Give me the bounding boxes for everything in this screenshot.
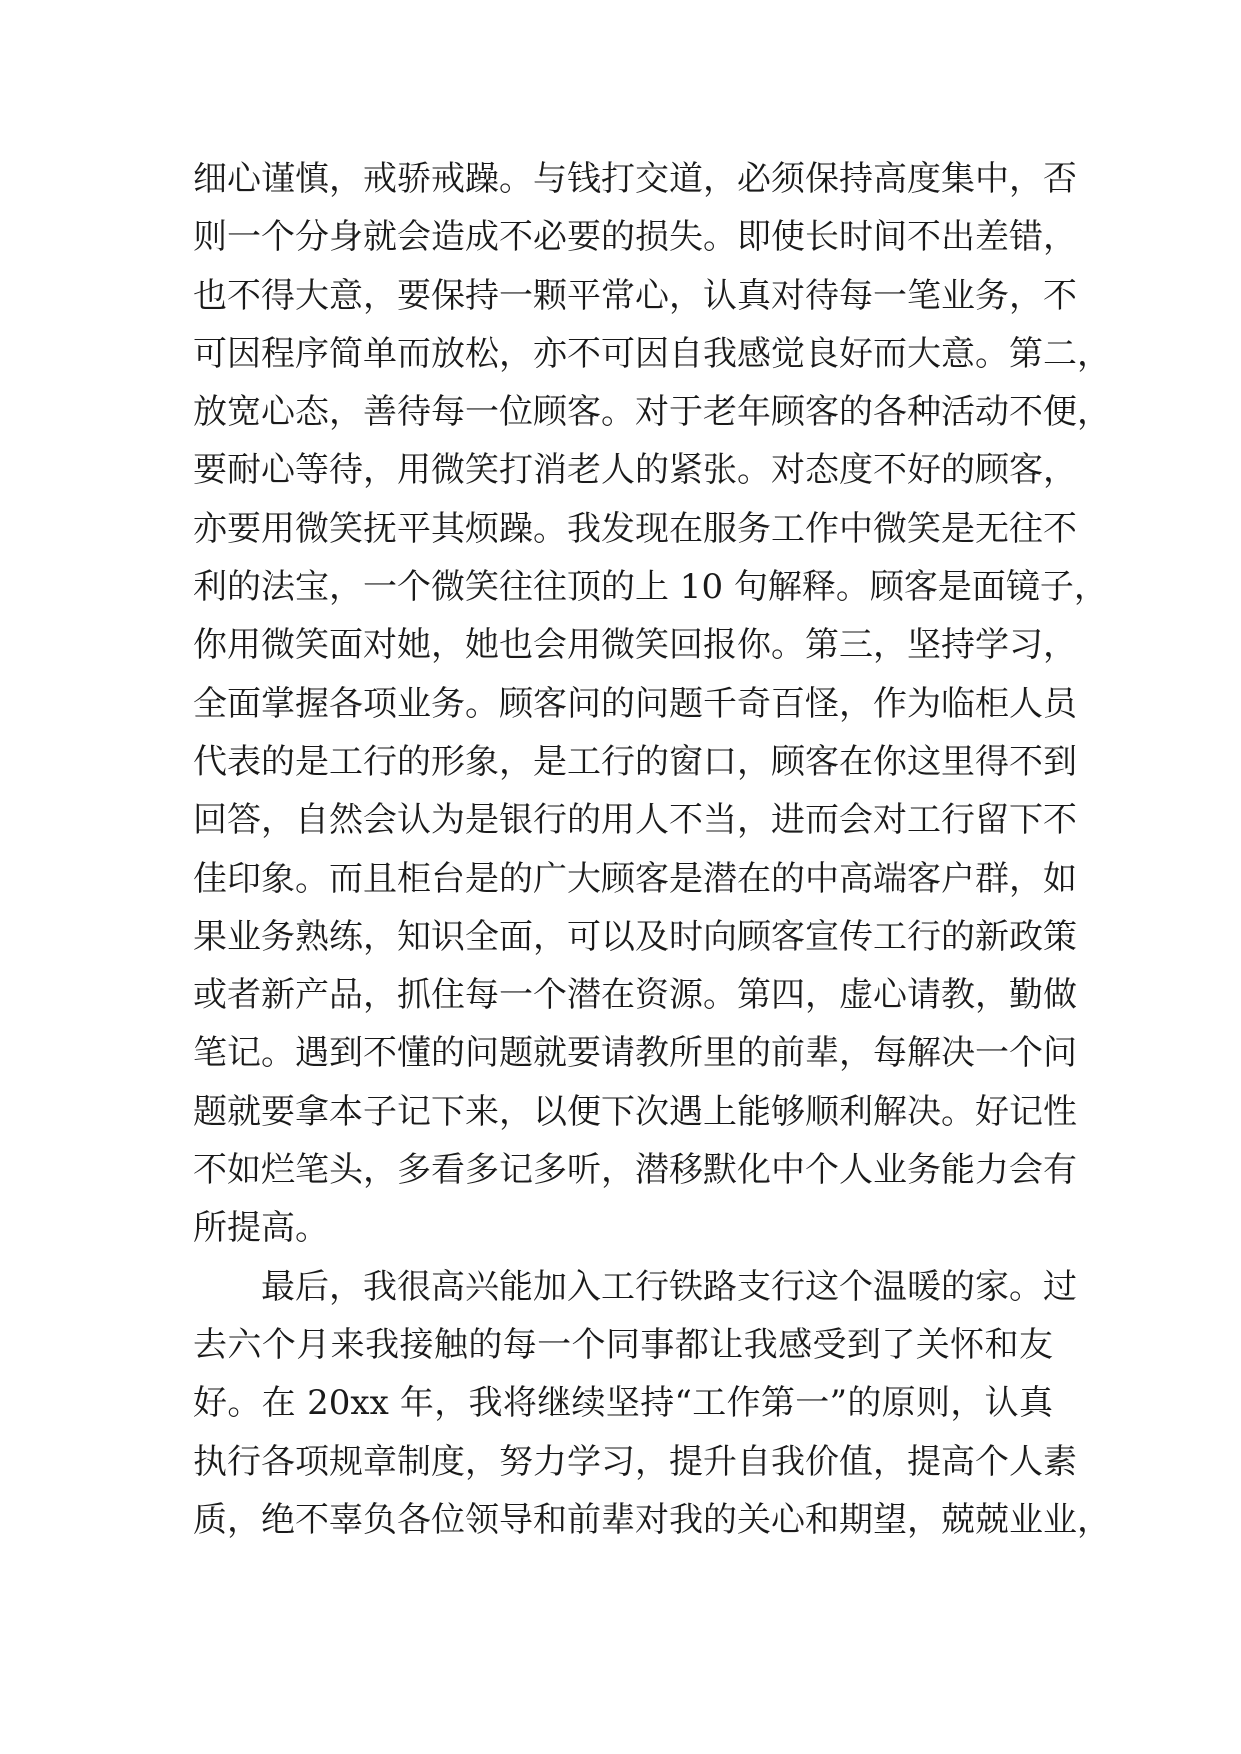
text-line: 可因程序简单而放松，亦不可因自我感觉良好而大意。第二， bbox=[193, 333, 1111, 374]
text-line: 去六个月来我接触的每一个同事都让我感受到了关怀和友 bbox=[193, 1324, 1053, 1365]
text-line: 你用微笑面对她，她也会用微笑回报你。第三，坚持学习， bbox=[193, 625, 1077, 666]
text-line: 果业务熟练，知识全面，可以及时向顾客宣传工行的新政策 bbox=[193, 916, 1077, 957]
text-line: 质，绝不辜负各位领导和前辈对我的关心和期望，兢兢业业， bbox=[193, 1499, 1111, 1540]
text-line: 笔记。遇到不懂的问题就要请教所里的前辈，每解决一个问 bbox=[193, 1033, 1077, 1074]
text-line: 不如烂笔头，多看多记多听，潜移默化中个人业务能力会有 bbox=[193, 1150, 1077, 1191]
text-line: 题就要拿本子记下来，以便下次遇上能够顺利解决。好记性 bbox=[193, 1091, 1077, 1132]
text-line: 放宽心态，善待每一位顾客。对于老年顾客的各种活动不便， bbox=[193, 392, 1111, 433]
text-line: 也不得大意，要保持一颗平常心，认真对待每一笔业务，不 bbox=[193, 275, 1077, 316]
text-line: 则一个分身就会造成不必要的损失。即使长时间不出差错， bbox=[193, 217, 1077, 258]
text-line: 好。在 20xx 年，我将继续坚持“工作第一”的原则，认真 bbox=[193, 1383, 1053, 1424]
text-line: 要耐心等待，用微笑打消老人的紧张。对态度不好的顾客， bbox=[193, 450, 1077, 491]
body-text bbox=[193, 150, 1111, 1549]
text-line: 佳印象。而且柜台是的广大顾客是潜在的中高端客户群，如 bbox=[193, 858, 1077, 899]
text-line: 执行各项规章制度，努力学习，提升自我价值，提高个人素 bbox=[193, 1441, 1077, 1482]
paragraph-start-line: 最后，我很高兴能加入工行铁路支行这个温暖的家。过 bbox=[261, 1266, 1077, 1307]
text-line: 回答，自然会认为是银行的用人不当，进而会对工行留下不 bbox=[193, 800, 1077, 841]
text-line: 代表的是工行的形象，是工行的窗口，顾客在你这里得不到 bbox=[193, 741, 1077, 782]
text-line: 或者新产品，抓住每一个潜在资源。第四，虚心请教，勤做 bbox=[193, 975, 1077, 1016]
text-line: 全面掌握各项业务。顾客问的问题千奇百怪，作为临柜人员 bbox=[193, 683, 1077, 724]
text-line: 利的法宝，一个微笑往往顶的上 10 句解释。顾客是面镜子， bbox=[193, 567, 1108, 608]
paragraph-end-line: 所提高。 bbox=[193, 1208, 329, 1249]
text-line: 亦要用微笑抚平其烦躁。我发现在服务工作中微笑是无往不 bbox=[193, 508, 1077, 549]
text-line: 细心谨慎，戒骄戒躁。与钱打交道，必须保持高度集中，否 bbox=[193, 159, 1077, 199]
